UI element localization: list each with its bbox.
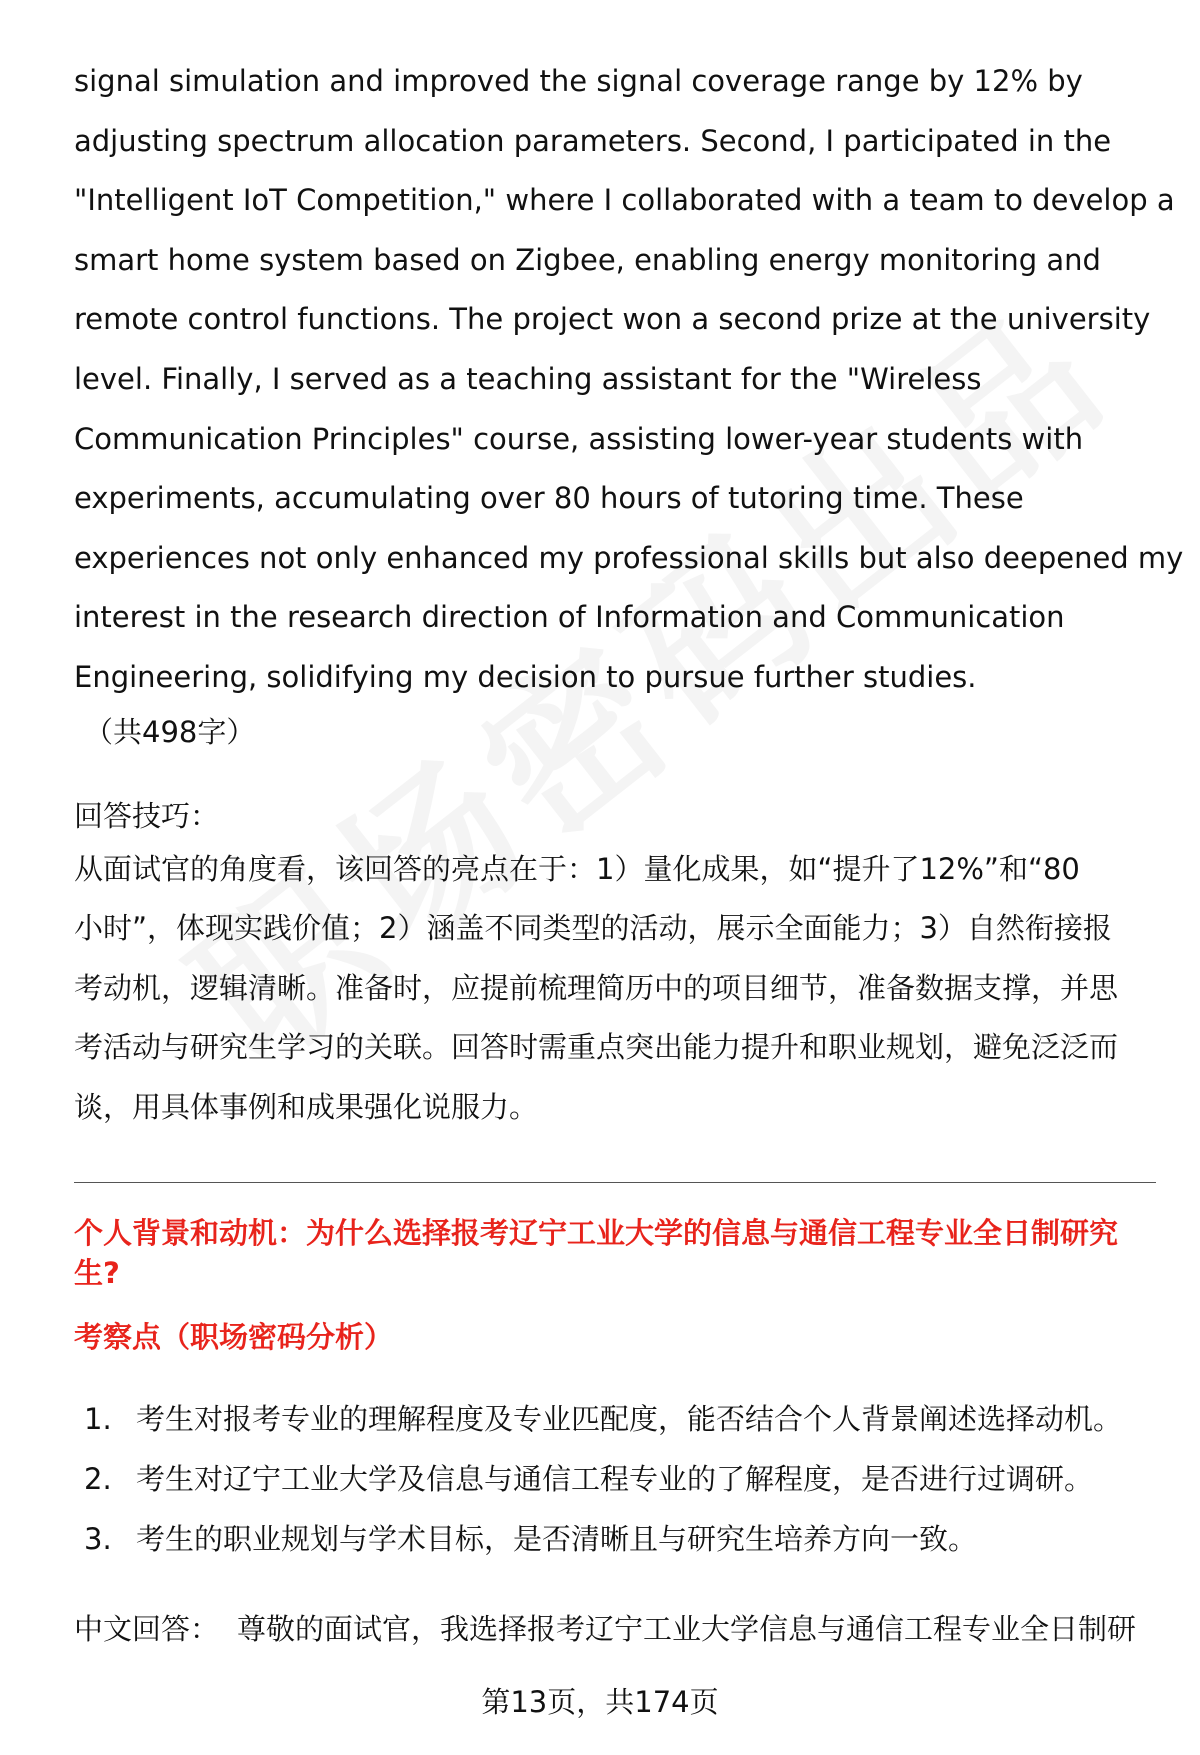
list-number: 2. bbox=[84, 1461, 112, 1496]
list-item-text: 考生对报考专业的理解程度及专业匹配度，能否结合个人背景阐述选择动机。 bbox=[136, 1401, 1123, 1436]
text-line: 从面试官的角度看，该回答的亮点在于：1）量化成果，如“提升了12%”和“80 bbox=[74, 851, 1080, 886]
text-line: 考活动与研究生学习的关联。回答时需重点突出能力提升和职业规划，避免泛泛而 bbox=[74, 1030, 1119, 1065]
chinese-answer-label: 中文回答： bbox=[74, 1611, 220, 1646]
focus-heading: 考察点（职场密码分析） bbox=[74, 1319, 394, 1354]
list-item bbox=[74, 1509, 1164, 1569]
text-line: interest in the research direction of Information and Communication bbox=[74, 600, 1065, 635]
text-line: adjusting spectrum allocation parameters. Second, I participated in the bbox=[74, 123, 1112, 158]
heading-line: 个人背景和动机：为什么选择报考辽宁工业大学的信息与通信工程专业全日制研究 bbox=[74, 1215, 1119, 1250]
text-line: experiences not only enhanced my professional skills but also deepened my bbox=[74, 540, 1184, 575]
chinese-answer bbox=[74, 1605, 1164, 1653]
text-line: experiments, accumulating over 80 hours of tutoring time. These bbox=[74, 481, 1024, 516]
focus-list bbox=[74, 1389, 1164, 1569]
page-content bbox=[74, 52, 1184, 1653]
text-line: Communication Principles" course, assisting lower-year students with bbox=[74, 421, 1084, 456]
page-footer: 第13页，共174页 bbox=[481, 1685, 719, 1719]
tips-paragraph bbox=[74, 840, 1164, 1138]
list-number: 3. bbox=[84, 1521, 112, 1556]
tips-label: 回答技巧： bbox=[74, 798, 220, 833]
text-line: remote control functions. The project won a second prize at the university bbox=[74, 302, 1151, 337]
text-line: Engineering, solidifying my decision to pursue further studies. bbox=[74, 659, 977, 694]
text-line: 小时”，体现实践价值；2）涵盖不同类型的活动，展示全面能力；3）自然衔接报 bbox=[74, 911, 1112, 946]
text-line: 谈，用具体事例和成果强化说服力。 bbox=[74, 1089, 539, 1124]
text-line: signal simulation and improved the signal coverage range by 12% by bbox=[74, 64, 1083, 98]
question-heading bbox=[74, 1213, 1164, 1293]
section-divider bbox=[74, 1182, 1156, 1183]
heading-line: 生? bbox=[74, 1255, 120, 1290]
text-line: 考动机，逻辑清晰。准备时，应提前梳理简历中的项目细节，准备数据支撑，并思 bbox=[74, 970, 1119, 1005]
list-number: 1. bbox=[84, 1401, 112, 1436]
text-line: "Intelligent IoT Competition," where I collaborated with a team to develop a bbox=[74, 183, 1175, 218]
text-line: smart home system based on Zigbee, enabling energy monitoring and bbox=[74, 242, 1101, 277]
text-line: level. Finally, I served as a teaching assistant for the "Wireless bbox=[74, 361, 982, 396]
english-answer-paragraph bbox=[74, 52, 1184, 708]
list-item bbox=[74, 1449, 1164, 1509]
list-item-text: 考生对辽宁工业大学及信息与通信工程专业的了解程度，是否进行过调研。 bbox=[136, 1461, 1094, 1496]
list-item-text: 考生的职业规划与学术目标，是否清晰且与研究生培养方向一致。 bbox=[136, 1521, 978, 1556]
list-item bbox=[74, 1389, 1164, 1449]
chinese-answer-text: 尊敬的面试官，我选择报考辽宁工业大学信息与通信工程专业全日制研 bbox=[237, 1611, 1137, 1646]
word-count: （共498字） bbox=[84, 714, 256, 749]
